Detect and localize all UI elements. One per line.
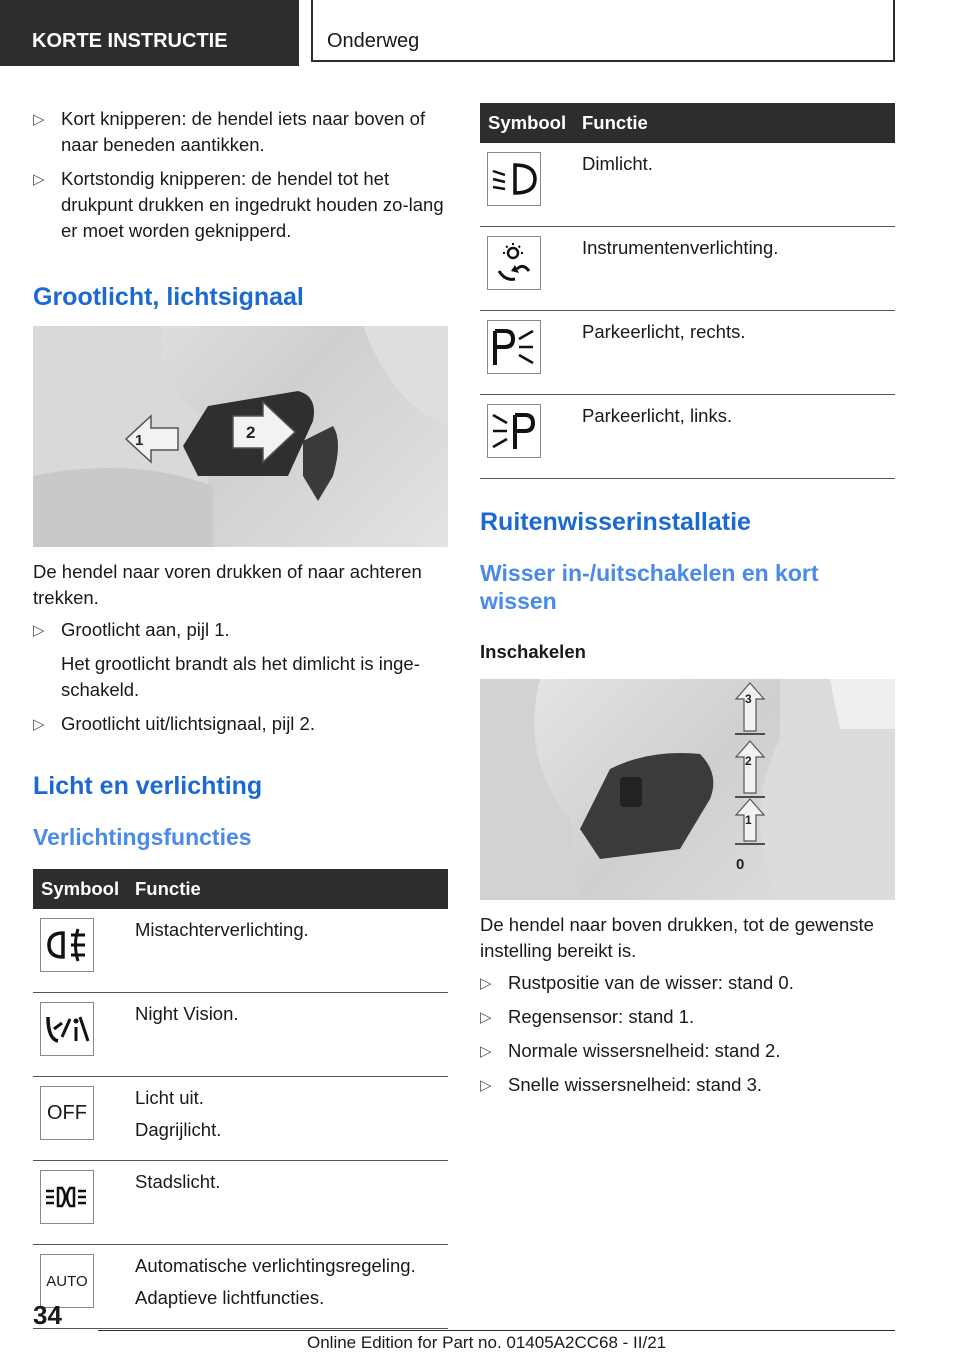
position-label-1: 1 (745, 813, 752, 827)
triangle-bullet-icon: ▷ (33, 622, 45, 639)
right-column (480, 103, 895, 1106)
fog-light-icon (40, 918, 94, 972)
arrow-label-1: 1 (135, 432, 144, 449)
triangle-bullet-icon: ▷ (480, 1009, 492, 1026)
column-header-function: Functie (580, 103, 895, 143)
table-header (33, 869, 448, 909)
position-label-3: 3 (745, 692, 752, 706)
heading-licht: Licht en verlichting (33, 772, 263, 800)
wiper-stalk-illustration (480, 679, 895, 900)
footer-divider (98, 1330, 895, 1331)
stalk-photo-high-beam (33, 326, 448, 547)
column-header-symbol: Symbool (33, 869, 133, 909)
triangle-bullet-icon: ▷ (480, 1077, 492, 1094)
table-row: Parkeerlicht, rechts. (480, 311, 895, 395)
triangle-bullet-icon: ▷ (33, 111, 45, 128)
position-label-2: 2 (745, 754, 752, 768)
table-row: Stadslicht. (33, 1161, 448, 1245)
off-icon: OFF (40, 1086, 94, 1140)
lighting-functions-table-continued (480, 103, 895, 479)
heading-ruitenwisser: Ruitenwisserinstallatie (480, 508, 751, 536)
night-vision-icon (40, 1002, 94, 1056)
page-number: 34 (33, 1300, 62, 1330)
list-item: ▷ Grootlicht uit/lichtsignaal, pijl 2. (33, 711, 448, 737)
heading-grootlicht: Grootlicht, lichtsignaal (33, 283, 304, 311)
triangle-bullet-icon: ▷ (33, 716, 45, 733)
table-row: Dimlicht. (480, 143, 895, 227)
parking-light-right-icon (487, 320, 541, 374)
parking-light-left-icon (487, 404, 541, 458)
table-row: Instrumentenverlichting. (480, 227, 895, 311)
list-item: ▷ Snelle wissersnelheid: stand 3. (480, 1072, 895, 1098)
list-item: ▷ Kort knipperen: de hendel iets naar boven of naar beneden aantikken. (33, 108, 426, 155)
column-header-symbol: Symbool (480, 103, 580, 143)
stalk-photo-wiper (480, 679, 895, 900)
table-row: Mistachterverlichting. (33, 909, 448, 993)
instrument-lighting-icon (487, 236, 541, 290)
sub-paragraph: Het grootlicht brandt als het dimlicht is inge‐schakeld. (61, 653, 420, 700)
high-beam-stalk-illustration (33, 326, 448, 547)
paragraph: De hendel naar voren drukken of naar achteren trekken. (33, 561, 422, 608)
list-item: ▷ Regensensor: stand 1. (480, 1004, 895, 1030)
table-row: AUTO Automatische verlichtingsregeling. Adaptieve lichtfuncties. (33, 1245, 448, 1329)
list-item: ▷ Grootlicht aan, pijl 1. (33, 617, 448, 643)
heading-verlichtingsfuncties: Verlichtingsfuncties (33, 824, 252, 850)
triangle-bullet-icon: ▷ (480, 975, 492, 992)
table-row: Parkeerlicht, links. (480, 395, 895, 479)
list-item: ▷ Kortstondig knipperen: de hendel tot het drukpunt drukken en ingedrukt houden zo‐lang er moet worden geknipperd. (33, 168, 444, 241)
heading-wisser: Wisser in-/uitschakelen en kort wissen (480, 560, 819, 614)
footer-edition: Online Edition for Part no. 01405A2CC68 - II/21 (307, 1333, 667, 1352)
triangle-bullet-icon: ▷ (480, 1043, 492, 1060)
list-item: ▷ Rustpositie van de wisser: stand 0. (480, 970, 895, 996)
left-column (33, 100, 448, 1329)
auto-icon: AUTO (40, 1254, 94, 1308)
list-item: ▷ Normale wissersnelheid: stand 2. (480, 1038, 895, 1064)
lighting-functions-table (33, 869, 448, 1329)
page-header (0, 0, 960, 66)
side-lights-icon (40, 1170, 94, 1224)
section-title: KORTE INSTRUCTIE (0, 0, 299, 66)
heading-inschakelen: Inschakelen (480, 641, 586, 662)
chapter-title: Onderweg (311, 0, 895, 62)
arrow-label-2: 2 (246, 423, 256, 442)
triangle-bullet-icon: ▷ (33, 171, 45, 188)
table-row: Night Vision. (33, 993, 448, 1077)
position-label-0: 0 (736, 856, 745, 873)
column-header-function: Functie (133, 869, 448, 909)
paragraph: De hendel naar boven drukken, tot de gewenste instelling bereikt is. (480, 914, 874, 961)
table-header (480, 103, 895, 143)
low-beam-icon (487, 152, 541, 206)
table-row: OFF Licht uit. Dagrijlicht. (33, 1077, 448, 1161)
